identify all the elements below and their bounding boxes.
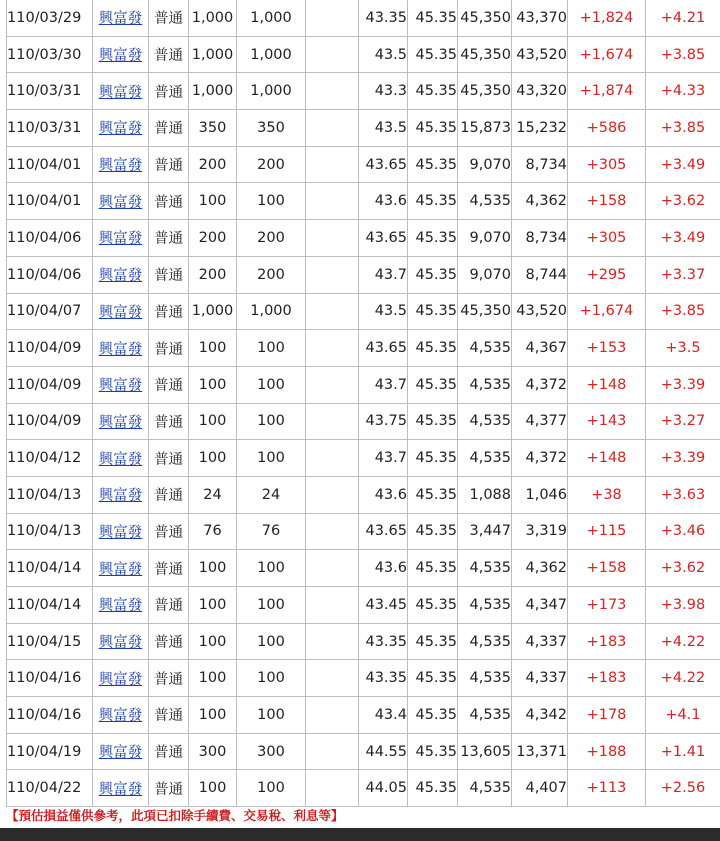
- trade-date: 110/04/09: [7, 366, 93, 403]
- profit-percent: +4.22: [646, 623, 720, 660]
- table-row: [7, 623, 720, 660]
- cost-price: 43.65: [359, 220, 408, 257]
- shares-available: 100: [237, 183, 306, 220]
- profit-loss: +178: [568, 697, 646, 734]
- profit-loss: +305: [568, 146, 646, 183]
- shares-available: 350: [237, 110, 306, 147]
- market-value: 4,535: [458, 330, 512, 367]
- stock-name-link[interactable]: 興富發: [93, 330, 149, 367]
- current-price: 45.35: [408, 660, 458, 697]
- empty-cell: [306, 73, 359, 110]
- current-price: 45.35: [408, 440, 458, 477]
- stock-name-link[interactable]: 興富發: [93, 697, 149, 734]
- market-value: 15,873: [458, 110, 512, 147]
- profit-percent: +3.85: [646, 110, 720, 147]
- table-row: [7, 660, 720, 697]
- shares-available: 100: [237, 697, 306, 734]
- cost-price: 43.7: [359, 440, 408, 477]
- current-price: 45.35: [408, 403, 458, 440]
- table-row: [7, 513, 720, 550]
- cost-price: 43.7: [359, 256, 408, 293]
- market-value: 45,350: [458, 36, 512, 73]
- trade-type: 普通: [149, 366, 189, 403]
- stock-name-link[interactable]: 興富發: [93, 110, 149, 147]
- shares-available: 1,000: [237, 293, 306, 330]
- net-cost: 43,520: [512, 293, 568, 330]
- stock-name-link[interactable]: 興富發: [93, 403, 149, 440]
- shares-available: 24: [237, 476, 306, 513]
- net-cost: 4,372: [512, 440, 568, 477]
- net-cost: 4,367: [512, 330, 568, 367]
- shares-available: 100: [237, 587, 306, 624]
- empty-cell: [306, 110, 359, 147]
- stock-name-link[interactable]: 興富發: [93, 660, 149, 697]
- trade-type: 普通: [149, 440, 189, 477]
- profit-loss: +188: [568, 733, 646, 770]
- trade-date: 110/04/07: [7, 293, 93, 330]
- cost-price: 43.6: [359, 183, 408, 220]
- shares-available: 76: [237, 513, 306, 550]
- empty-cell: [306, 366, 359, 403]
- empty-cell: [306, 660, 359, 697]
- profit-percent: +3.39: [646, 366, 720, 403]
- shares-available: 100: [237, 366, 306, 403]
- trade-date: 110/04/19: [7, 733, 93, 770]
- shares-available: 100: [237, 550, 306, 587]
- market-value: 13,605: [458, 733, 512, 770]
- stock-name-link[interactable]: 興富發: [93, 36, 149, 73]
- shares-qty: 24: [189, 476, 237, 513]
- current-price: 45.35: [408, 110, 458, 147]
- shares-available: 200: [237, 146, 306, 183]
- cost-price: 43.65: [359, 513, 408, 550]
- stock-name-link[interactable]: 興富發: [93, 146, 149, 183]
- shares-qty: 100: [189, 770, 237, 807]
- profit-loss: +1,874: [568, 73, 646, 110]
- trade-type: 普通: [149, 73, 189, 110]
- market-value: 4,535: [458, 770, 512, 807]
- shares-qty: 200: [189, 220, 237, 257]
- shares-available: 200: [237, 220, 306, 257]
- shares-available: 100: [237, 660, 306, 697]
- trade-type: 普通: [149, 330, 189, 367]
- shares-available: 1,000: [237, 36, 306, 73]
- profit-loss: +295: [568, 256, 646, 293]
- trade-date: 110/03/30: [7, 36, 93, 73]
- empty-cell: [306, 403, 359, 440]
- current-price: 45.35: [408, 513, 458, 550]
- trade-type: 普通: [149, 220, 189, 257]
- empty-cell: [306, 183, 359, 220]
- profit-percent: +4.33: [646, 73, 720, 110]
- stock-name-link[interactable]: 興富發: [93, 293, 149, 330]
- market-value: 4,535: [458, 697, 512, 734]
- profit-loss: +1,674: [568, 293, 646, 330]
- profit-loss: +305: [568, 220, 646, 257]
- stock-name-link[interactable]: 興富發: [93, 587, 149, 624]
- table-row: [7, 440, 720, 477]
- current-price: 45.35: [408, 183, 458, 220]
- table-row: [7, 73, 720, 110]
- trade-date: 110/04/09: [7, 330, 93, 367]
- stock-name-link[interactable]: 興富發: [93, 183, 149, 220]
- trade-type: 普通: [149, 587, 189, 624]
- profit-percent: +3.98: [646, 587, 720, 624]
- trade-type: 普通: [149, 293, 189, 330]
- empty-cell: [306, 330, 359, 367]
- trade-date: 110/04/01: [7, 146, 93, 183]
- market-value: 4,535: [458, 440, 512, 477]
- trade-date: 110/04/13: [7, 513, 93, 550]
- current-price: 45.35: [408, 0, 458, 36]
- holdings-table-body: [7, 0, 720, 807]
- market-value: 9,070: [458, 256, 512, 293]
- shares-qty: 100: [189, 587, 237, 624]
- net-cost: 4,342: [512, 697, 568, 734]
- current-price: 45.35: [408, 623, 458, 660]
- market-value: 9,070: [458, 220, 512, 257]
- profit-percent: +4.22: [646, 660, 720, 697]
- trade-date: 110/04/01: [7, 183, 93, 220]
- market-value: 4,535: [458, 403, 512, 440]
- profit-percent: +3.37: [646, 256, 720, 293]
- current-price: 45.35: [408, 293, 458, 330]
- empty-cell: [306, 440, 359, 477]
- net-cost: 8,734: [512, 220, 568, 257]
- market-value: 1,088: [458, 476, 512, 513]
- profit-loss: +183: [568, 623, 646, 660]
- profit-percent: +3.85: [646, 293, 720, 330]
- net-cost: 15,232: [512, 110, 568, 147]
- trade-date: 110/04/09: [7, 403, 93, 440]
- table-row: [7, 403, 720, 440]
- trade-type: 普通: [149, 623, 189, 660]
- stock-name-link[interactable]: 興富發: [93, 513, 149, 550]
- empty-cell: [306, 476, 359, 513]
- net-cost: 4,362: [512, 550, 568, 587]
- current-price: 45.35: [408, 73, 458, 110]
- empty-cell: [306, 587, 359, 624]
- table-row: [7, 293, 720, 330]
- shares-available: 100: [237, 330, 306, 367]
- trade-type: 普通: [149, 403, 189, 440]
- profit-percent: +3.49: [646, 146, 720, 183]
- shares-qty: 350: [189, 110, 237, 147]
- trade-type: 普通: [149, 146, 189, 183]
- table-row: [7, 770, 720, 807]
- net-cost: 4,377: [512, 403, 568, 440]
- profit-percent: +2.56: [646, 770, 720, 807]
- current-price: 45.35: [408, 770, 458, 807]
- profit-percent: +3.62: [646, 550, 720, 587]
- trade-type: 普通: [149, 770, 189, 807]
- cost-price: 44.05: [359, 770, 408, 807]
- net-cost: 3,319: [512, 513, 568, 550]
- profit-loss: +113: [568, 770, 646, 807]
- table-row: [7, 220, 720, 257]
- current-price: 45.35: [408, 476, 458, 513]
- shares-qty: 1,000: [189, 73, 237, 110]
- market-value: 45,350: [458, 73, 512, 110]
- shares-qty: 100: [189, 550, 237, 587]
- table-row: [7, 146, 720, 183]
- market-value: 4,535: [458, 587, 512, 624]
- current-price: 45.35: [408, 366, 458, 403]
- net-cost: 4,337: [512, 660, 568, 697]
- profit-percent: +4.1: [646, 697, 720, 734]
- stock-name-link[interactable]: 興富發: [93, 550, 149, 587]
- holdings-table: [6, 0, 720, 807]
- table-row: [7, 0, 720, 36]
- cost-price: 44.55: [359, 733, 408, 770]
- stock-name-link[interactable]: 興富發: [93, 770, 149, 807]
- net-cost: 4,347: [512, 587, 568, 624]
- stock-name-link[interactable]: 興富發: [93, 440, 149, 477]
- stock-name-link[interactable]: 興富發: [93, 476, 149, 513]
- current-price: 45.35: [408, 146, 458, 183]
- market-value: 45,350: [458, 293, 512, 330]
- profit-percent: +3.85: [646, 36, 720, 73]
- empty-cell: [306, 146, 359, 183]
- net-cost: 4,372: [512, 366, 568, 403]
- market-value: 4,535: [458, 183, 512, 220]
- trade-type: 普通: [149, 550, 189, 587]
- empty-cell: [306, 293, 359, 330]
- bottom-system-bar: [0, 828, 720, 841]
- cost-price: 43.3: [359, 73, 408, 110]
- cost-price: 43.6: [359, 550, 408, 587]
- shares-qty: 100: [189, 366, 237, 403]
- trade-type: 普通: [149, 476, 189, 513]
- shares-available: 100: [237, 770, 306, 807]
- table-row: [7, 697, 720, 734]
- shares-qty: 100: [189, 660, 237, 697]
- profit-percent: +3.49: [646, 220, 720, 257]
- trade-date: 110/04/15: [7, 623, 93, 660]
- trade-date: 110/04/16: [7, 660, 93, 697]
- current-price: 45.35: [408, 697, 458, 734]
- net-cost: 8,734: [512, 146, 568, 183]
- empty-cell: [306, 733, 359, 770]
- shares-qty: 100: [189, 403, 237, 440]
- trade-type: 普通: [149, 256, 189, 293]
- stock-name-link[interactable]: 興富發: [93, 733, 149, 770]
- profit-percent: +3.27: [646, 403, 720, 440]
- stock-name-link[interactable]: 興富發: [93, 220, 149, 257]
- profit-loss: +153: [568, 330, 646, 367]
- trade-type: 普通: [149, 36, 189, 73]
- table-row: [7, 733, 720, 770]
- table-row: [7, 36, 720, 73]
- stock-name-link[interactable]: 興富發: [93, 366, 149, 403]
- current-price: 45.35: [408, 587, 458, 624]
- trade-type: 普通: [149, 110, 189, 147]
- trade-date: 110/04/12: [7, 440, 93, 477]
- empty-cell: [306, 220, 359, 257]
- net-cost: 43,370: [512, 0, 568, 36]
- shares-qty: 100: [189, 697, 237, 734]
- trade-date: 110/04/06: [7, 220, 93, 257]
- empty-cell: [306, 623, 359, 660]
- market-value: 4,535: [458, 366, 512, 403]
- table-row: [7, 476, 720, 513]
- current-price: 45.35: [408, 36, 458, 73]
- trade-date: 110/04/06: [7, 256, 93, 293]
- profit-loss: +158: [568, 183, 646, 220]
- cost-price: 43.35: [359, 0, 408, 36]
- cost-price: 43.75: [359, 403, 408, 440]
- trade-date: 110/03/29: [7, 0, 93, 36]
- shares-qty: 100: [189, 183, 237, 220]
- market-value: 9,070: [458, 146, 512, 183]
- net-cost: 1,046: [512, 476, 568, 513]
- cost-price: 43.6: [359, 476, 408, 513]
- shares-available: 1,000: [237, 0, 306, 36]
- empty-cell: [306, 697, 359, 734]
- trade-date: 110/04/16: [7, 697, 93, 734]
- trade-type: 普通: [149, 660, 189, 697]
- shares-qty: 100: [189, 623, 237, 660]
- shares-available: 200: [237, 256, 306, 293]
- stock-name-link[interactable]: 興富發: [93, 623, 149, 660]
- stock-name-link[interactable]: 興富發: [93, 0, 149, 36]
- profit-loss: +183: [568, 660, 646, 697]
- profit-loss: +586: [568, 110, 646, 147]
- profit-percent: +3.39: [646, 440, 720, 477]
- shares-qty: 300: [189, 733, 237, 770]
- cost-price: 43.5: [359, 36, 408, 73]
- net-cost: 4,407: [512, 770, 568, 807]
- current-price: 45.35: [408, 550, 458, 587]
- profit-loss: +143: [568, 403, 646, 440]
- trade-date: 110/04/22: [7, 770, 93, 807]
- profit-loss: +148: [568, 440, 646, 477]
- cost-price: 43.5: [359, 293, 408, 330]
- trade-type: 普通: [149, 697, 189, 734]
- shares-qty: 100: [189, 440, 237, 477]
- net-cost: 8,744: [512, 256, 568, 293]
- empty-cell: [306, 550, 359, 587]
- shares-available: 300: [237, 733, 306, 770]
- disclaimer-note: 【預估損益僅供參考，此項已扣除手續費、交易稅、利息等】: [6, 808, 344, 823]
- profit-percent: +4.21: [646, 0, 720, 36]
- shares-qty: 1,000: [189, 36, 237, 73]
- cost-price: 43.65: [359, 330, 408, 367]
- trade-type: 普通: [149, 0, 189, 36]
- stock-name-link[interactable]: 興富發: [93, 73, 149, 110]
- market-value: 3,447: [458, 513, 512, 550]
- shares-qty: 76: [189, 513, 237, 550]
- shares-available: 1,000: [237, 73, 306, 110]
- trade-date: 110/04/14: [7, 587, 93, 624]
- table-row: [7, 330, 720, 367]
- profit-loss: +158: [568, 550, 646, 587]
- shares-qty: 200: [189, 146, 237, 183]
- profit-loss: +148: [568, 366, 646, 403]
- shares-qty: 100: [189, 330, 237, 367]
- trade-date: 110/03/31: [7, 110, 93, 147]
- market-value: 4,535: [458, 623, 512, 660]
- trade-date: 110/03/31: [7, 73, 93, 110]
- shares-qty: 1,000: [189, 293, 237, 330]
- cost-price: 43.5: [359, 110, 408, 147]
- shares-available: 100: [237, 623, 306, 660]
- net-cost: 13,371: [512, 733, 568, 770]
- profit-loss: +1,824: [568, 0, 646, 36]
- net-cost: 4,362: [512, 183, 568, 220]
- table-row: [7, 183, 720, 220]
- profit-percent: +1.41: [646, 733, 720, 770]
- net-cost: 43,520: [512, 36, 568, 73]
- profit-percent: +3.63: [646, 476, 720, 513]
- profit-percent: +3.46: [646, 513, 720, 550]
- profit-loss: +115: [568, 513, 646, 550]
- empty-cell: [306, 513, 359, 550]
- market-value: 4,535: [458, 550, 512, 587]
- trade-date: 110/04/14: [7, 550, 93, 587]
- current-price: 45.35: [408, 256, 458, 293]
- trade-date: 110/04/13: [7, 476, 93, 513]
- stock-name-link[interactable]: 興富發: [93, 256, 149, 293]
- profit-loss: +1,674: [568, 36, 646, 73]
- cost-price: 43.35: [359, 660, 408, 697]
- empty-cell: [306, 256, 359, 293]
- shares-qty: 1,000: [189, 0, 237, 36]
- empty-cell: [306, 770, 359, 807]
- trade-type: 普通: [149, 183, 189, 220]
- market-value: 4,535: [458, 660, 512, 697]
- shares-available: 100: [237, 440, 306, 477]
- current-price: 45.35: [408, 330, 458, 367]
- trade-type: 普通: [149, 513, 189, 550]
- profit-percent: +3.5: [646, 330, 720, 367]
- table-row: [7, 256, 720, 293]
- profit-loss: +38: [568, 476, 646, 513]
- current-price: 45.35: [408, 733, 458, 770]
- cost-price: 43.45: [359, 587, 408, 624]
- profit-loss: +173: [568, 587, 646, 624]
- cost-price: 43.7: [359, 366, 408, 403]
- shares-available: 100: [237, 403, 306, 440]
- market-value: 45,350: [458, 0, 512, 36]
- empty-cell: [306, 36, 359, 73]
- shares-qty: 200: [189, 256, 237, 293]
- cost-price: 43.35: [359, 623, 408, 660]
- net-cost: 43,320: [512, 73, 568, 110]
- trade-type: 普通: [149, 733, 189, 770]
- table-row: [7, 110, 720, 147]
- table-row: [7, 587, 720, 624]
- current-price: 45.35: [408, 220, 458, 257]
- table-row: [7, 366, 720, 403]
- net-cost: 4,337: [512, 623, 568, 660]
- profit-percent: +3.62: [646, 183, 720, 220]
- empty-cell: [306, 0, 359, 36]
- table-row: [7, 550, 720, 587]
- cost-price: 43.65: [359, 146, 408, 183]
- cost-price: 43.4: [359, 697, 408, 734]
